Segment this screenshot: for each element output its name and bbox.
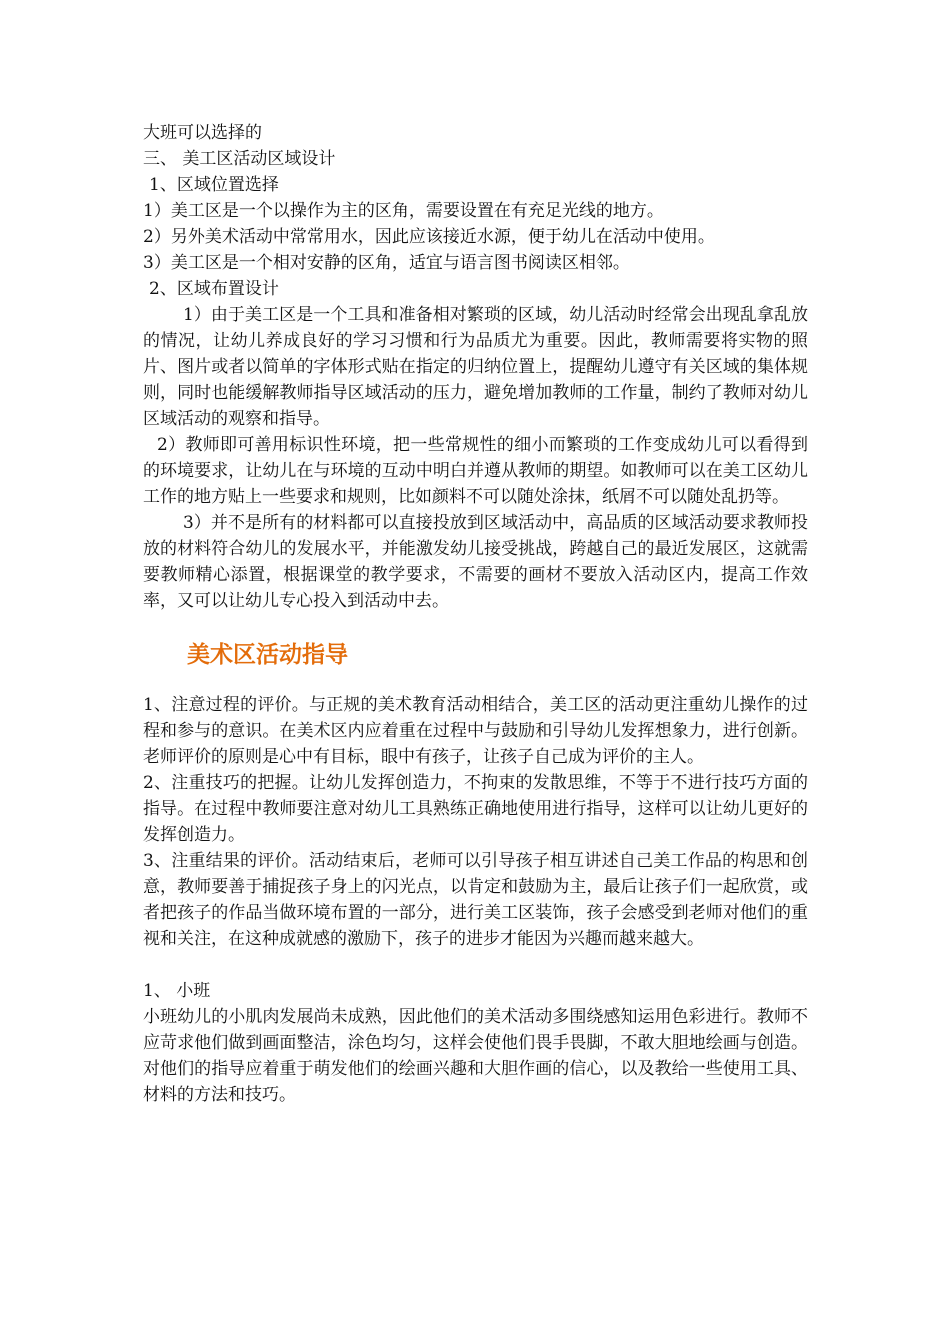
layout-paragraph-1: 1）由于美工区是一个工具和准备相对繁琐的区域，幼儿活动时经常会出现乱拿乱放的情况，让幼儿养成良好的学习习惯和行为品质尤为重要。因此，教师需要将实物的照片、图片或者以简单的字体形式贴在指定的归纳位置上，提醒幼儿遵守有关区域的集体规则，同时也能缓解教师指导区域活动的压力，避免增加教师的工作量，制约了教师对幼儿区域活动的观察和指导。 [143,305,808,429]
guide-heading: 美术区活动指导 [187,642,348,668]
class-paragraph: 小班幼儿的小肌肉发展尚未成熟，因此他们的美术活动多围绕感知运用色彩进行。教师不应苛求他们做到画面整洁，涂色均匀，这样会使他们畏手畏脚，不敢大胆地绘画与创造。对他们的指导应着重于萌发他们的绘画兴趣和大胆作画的信心，以及教给一些使用工具、材料的方法和技巧。 [143,1007,808,1105]
spacer [143,952,808,978]
layout-paragraph-3: 3）并不是所有的材料都可以直接投放到区域活动中，高品质的区域活动要求教师投放的材料符合幼儿的发展水平，并能激发幼儿接受挑战，跨越自己的最近发展区，这就需要教师精心添置，根据课堂的教学要求，不需要的画材不要放入活动区内，提高工作效率，又可以让幼儿专心投入到活动中去。 [143,513,808,611]
guide-paragraph-2: 2、注重技巧的把握。让幼儿发挥创造力，不拘束的发散思维，不等于不进行技巧方面的指导。在过程中教师要注意对幼儿工具熟练正确地使用进行指导，这样可以让幼儿更好的发挥创造力。 [143,773,808,845]
document-page [143,120,808,1108]
location-item-1: 1）美工区是一个以操作为主的区角，需要设置在有充足光线的地方。 [143,201,664,221]
subsection-1-title: 1、区域位置选择 [149,175,279,195]
guide-paragraph-1: 1、注意过程的评价。与正规的美术教育活动相结合，美工区的活动更注重幼儿操作的过程和参与的意识。在美术区内应着重在过程中与鼓励和引导幼儿发挥想象力，进行创新。老师评价的原则是心中有目标，眼中有孩子，让孩子自己成为评价的主人。 [143,695,808,767]
section-3-title: 三、 美工区活动区域设计 [143,149,336,169]
location-item-2: 2）另外美术活动中常常用水，因此应该接近水源，便于幼儿在活动中使用。 [143,227,715,247]
layout-paragraph-2: 2）教师即可善用标识性环境，把一些常规性的细小而繁琐的工作变成幼儿可以看得到的环境要求，让幼儿在与环境的互动中明白并遵从教师的期望。如教师可以在美工区幼儿工作的地方贴上一些要求和规则，比如颜料不可以随处涂抹，纸屑不可以随处乱扔等。 [143,435,808,507]
guide-paragraph-3: 3、注重结果的评价。活动结束后，老师可以引导孩子相互讲述自己美工作品的构思和创意，教师要善于捕捉孩子身上的闪光点，以肯定和鼓励为主，最后让孩子们一起欣赏，或者把孩子的作品当做环境布置的一部分，进行美工区装饰，孩子会感受到老师对他们的重视和关注，在这种成就感的激励下，孩子的进步才能因为兴趣而越来越大。 [143,851,808,949]
intro-line: 大班可以选择的 [143,123,262,143]
location-item-3: 3）美工区是一个相对安静的区角，适宜与语言图书阅读区相邻。 [143,253,630,273]
subsection-2-title: 2、区域布置设计 [149,279,279,299]
class-title: 1、 小班 [143,981,211,1001]
